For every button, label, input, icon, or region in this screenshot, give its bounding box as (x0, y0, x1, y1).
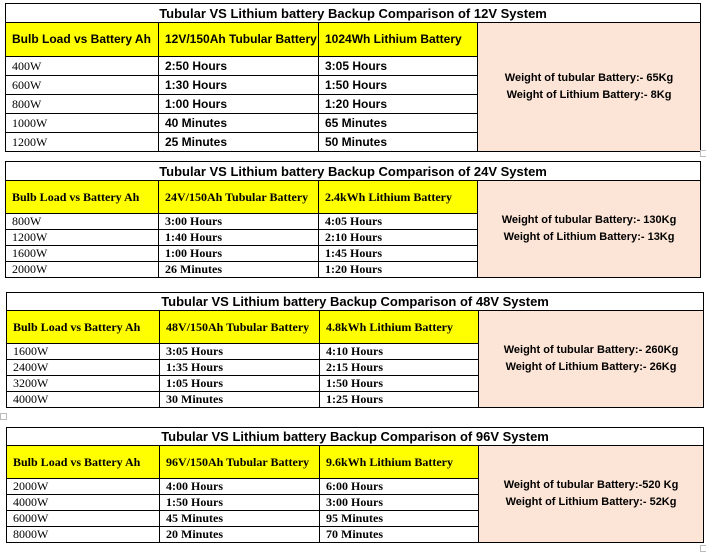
tubular-cell: 45 Minutes (160, 511, 320, 527)
tubular-cell: 1:35 Hours (160, 360, 320, 376)
tubular-cell: 1:40 Hours (159, 230, 319, 246)
load-cell: 600W (6, 76, 159, 95)
header-load: Bulb Load vs Battery Ah (7, 446, 160, 479)
resize-handle[interactable] (0, 413, 7, 420)
tubular-cell: 1:30 Hours (159, 76, 319, 95)
lithium-cell: 2:10 Hours (319, 230, 478, 246)
tubular-cell: 1:00 Hours (159, 95, 319, 114)
comparison-table-12v (5, 3, 701, 152)
header-load: Bulb Load vs Battery Ah (7, 311, 160, 344)
load-cell: 2000W (7, 479, 160, 495)
load-cell: 1200W (6, 230, 159, 246)
load-cell: 8000W (7, 527, 160, 543)
header-tubular: 12V/150Ah Tubular Battery (159, 23, 319, 57)
load-cell: 1600W (7, 344, 160, 360)
header-lithium: 2.4kWh Lithium Battery (319, 181, 478, 214)
tubular-weight: Weight of tubular Battery:- 260Kg (503, 344, 679, 356)
lithium-cell: 2:15 Hours (320, 360, 479, 376)
load-cell: 3200W (7, 376, 160, 392)
resize-handle[interactable] (700, 545, 706, 552)
lithium-cell: 50 Minutes (319, 133, 478, 152)
load-cell: 1000W (6, 114, 159, 133)
lithium-cell: 3:05 Hours (319, 57, 478, 76)
table-title: Tubular VS Lithium battery Backup Comparison of 96V System (7, 428, 704, 446)
header-lithium: 9.6kWh Lithium Battery (320, 446, 479, 479)
tubular-cell: 25 Minutes (159, 133, 319, 152)
header-load: Bulb Load vs Battery Ah (6, 23, 159, 57)
header-tubular: 24V/150Ah Tubular Battery (159, 181, 319, 214)
load-cell: 4000W (7, 495, 160, 511)
lithium-cell: 1:20 Hours (319, 262, 478, 278)
lithium-cell: 1:50 Hours (319, 76, 478, 95)
lithium-weight: Weight of Lithium Battery:- 13Kg (503, 231, 675, 243)
comparison-table-24v (5, 161, 701, 278)
resize-handle[interactable] (700, 150, 706, 157)
lithium-weight: Weight of Lithium Battery:- 8Kg (506, 89, 672, 101)
load-cell: 6000W (7, 511, 160, 527)
load-cell: 800W (6, 95, 159, 114)
comparison-table-48v (6, 292, 704, 408)
tubular-weight: Weight of tubular Battery:- 130Kg (501, 214, 677, 226)
lithium-cell: 1:50 Hours (320, 376, 479, 392)
lithium-cell: 4:10 Hours (320, 344, 479, 360)
tubular-cell: 30 Minutes (160, 392, 320, 408)
lithium-cell: 6:00 Hours (320, 479, 479, 495)
weight-note (478, 181, 701, 278)
table-title: Tubular VS Lithium battery Backup Comparison of 24V System (6, 162, 701, 181)
weight-note (478, 23, 701, 152)
lithium-cell: 70 Minutes (320, 527, 479, 543)
tubular-cell: 40 Minutes (159, 114, 319, 133)
tubular-cell: 1:00 Hours (159, 246, 319, 262)
load-cell: 2400W (7, 360, 160, 376)
table-title: Tubular VS Lithium battery Backup Comparison of 48V System (7, 293, 704, 311)
load-cell: 1200W (6, 133, 159, 152)
lithium-cell: 1:20 Hours (319, 95, 478, 114)
lithium-cell: 95 Minutes (320, 511, 479, 527)
header-lithium: 4.8kWh Lithium Battery (320, 311, 479, 344)
tubular-weight: Weight of tubular Battery:- 65Kg (504, 72, 674, 84)
comparison-table-96v (6, 427, 704, 543)
load-cell: 400W (6, 57, 159, 76)
header-lithium: 1024Wh Lithium Battery (319, 23, 478, 57)
lithium-cell: 65 Minutes (319, 114, 478, 133)
header-tubular: 96V/150Ah Tubular Battery (160, 446, 320, 479)
header-load: Bulb Load vs Battery Ah (6, 181, 159, 214)
load-cell: 1600W (6, 246, 159, 262)
tubular-cell: 4:00 Hours (160, 479, 320, 495)
lithium-cell: 4:05 Hours (319, 214, 478, 230)
tubular-weight: Weight of tubular Battery:-520 Kg (503, 479, 679, 491)
load-cell: 2000W (6, 262, 159, 278)
tubular-cell: 20 Minutes (160, 527, 320, 543)
tubular-cell: 3:00 Hours (159, 214, 319, 230)
weight-note (479, 446, 704, 543)
tubular-cell: 1:05 Hours (160, 376, 320, 392)
load-cell: 4000W (7, 392, 160, 408)
tubular-cell: 2:50 Hours (159, 57, 319, 76)
lithium-weight: Weight of Lithium Battery:- 26Kg (505, 361, 677, 373)
lithium-cell: 1:45 Hours (319, 246, 478, 262)
lithium-cell: 1:25 Hours (320, 392, 479, 408)
lithium-weight: Weight of Lithium Battery:- 52Kg (505, 496, 677, 508)
header-tubular: 48V/150Ah Tubular Battery (160, 311, 320, 344)
tubular-cell: 1:50 Hours (160, 495, 320, 511)
weight-note (479, 311, 704, 408)
table-title: Tubular VS Lithium battery Backup Comparison of 12V System (6, 4, 701, 23)
tubular-cell: 26 Minutes (159, 262, 319, 278)
tubular-cell: 3:05 Hours (160, 344, 320, 360)
load-cell: 800W (6, 214, 159, 230)
lithium-cell: 3:00 Hours (320, 495, 479, 511)
